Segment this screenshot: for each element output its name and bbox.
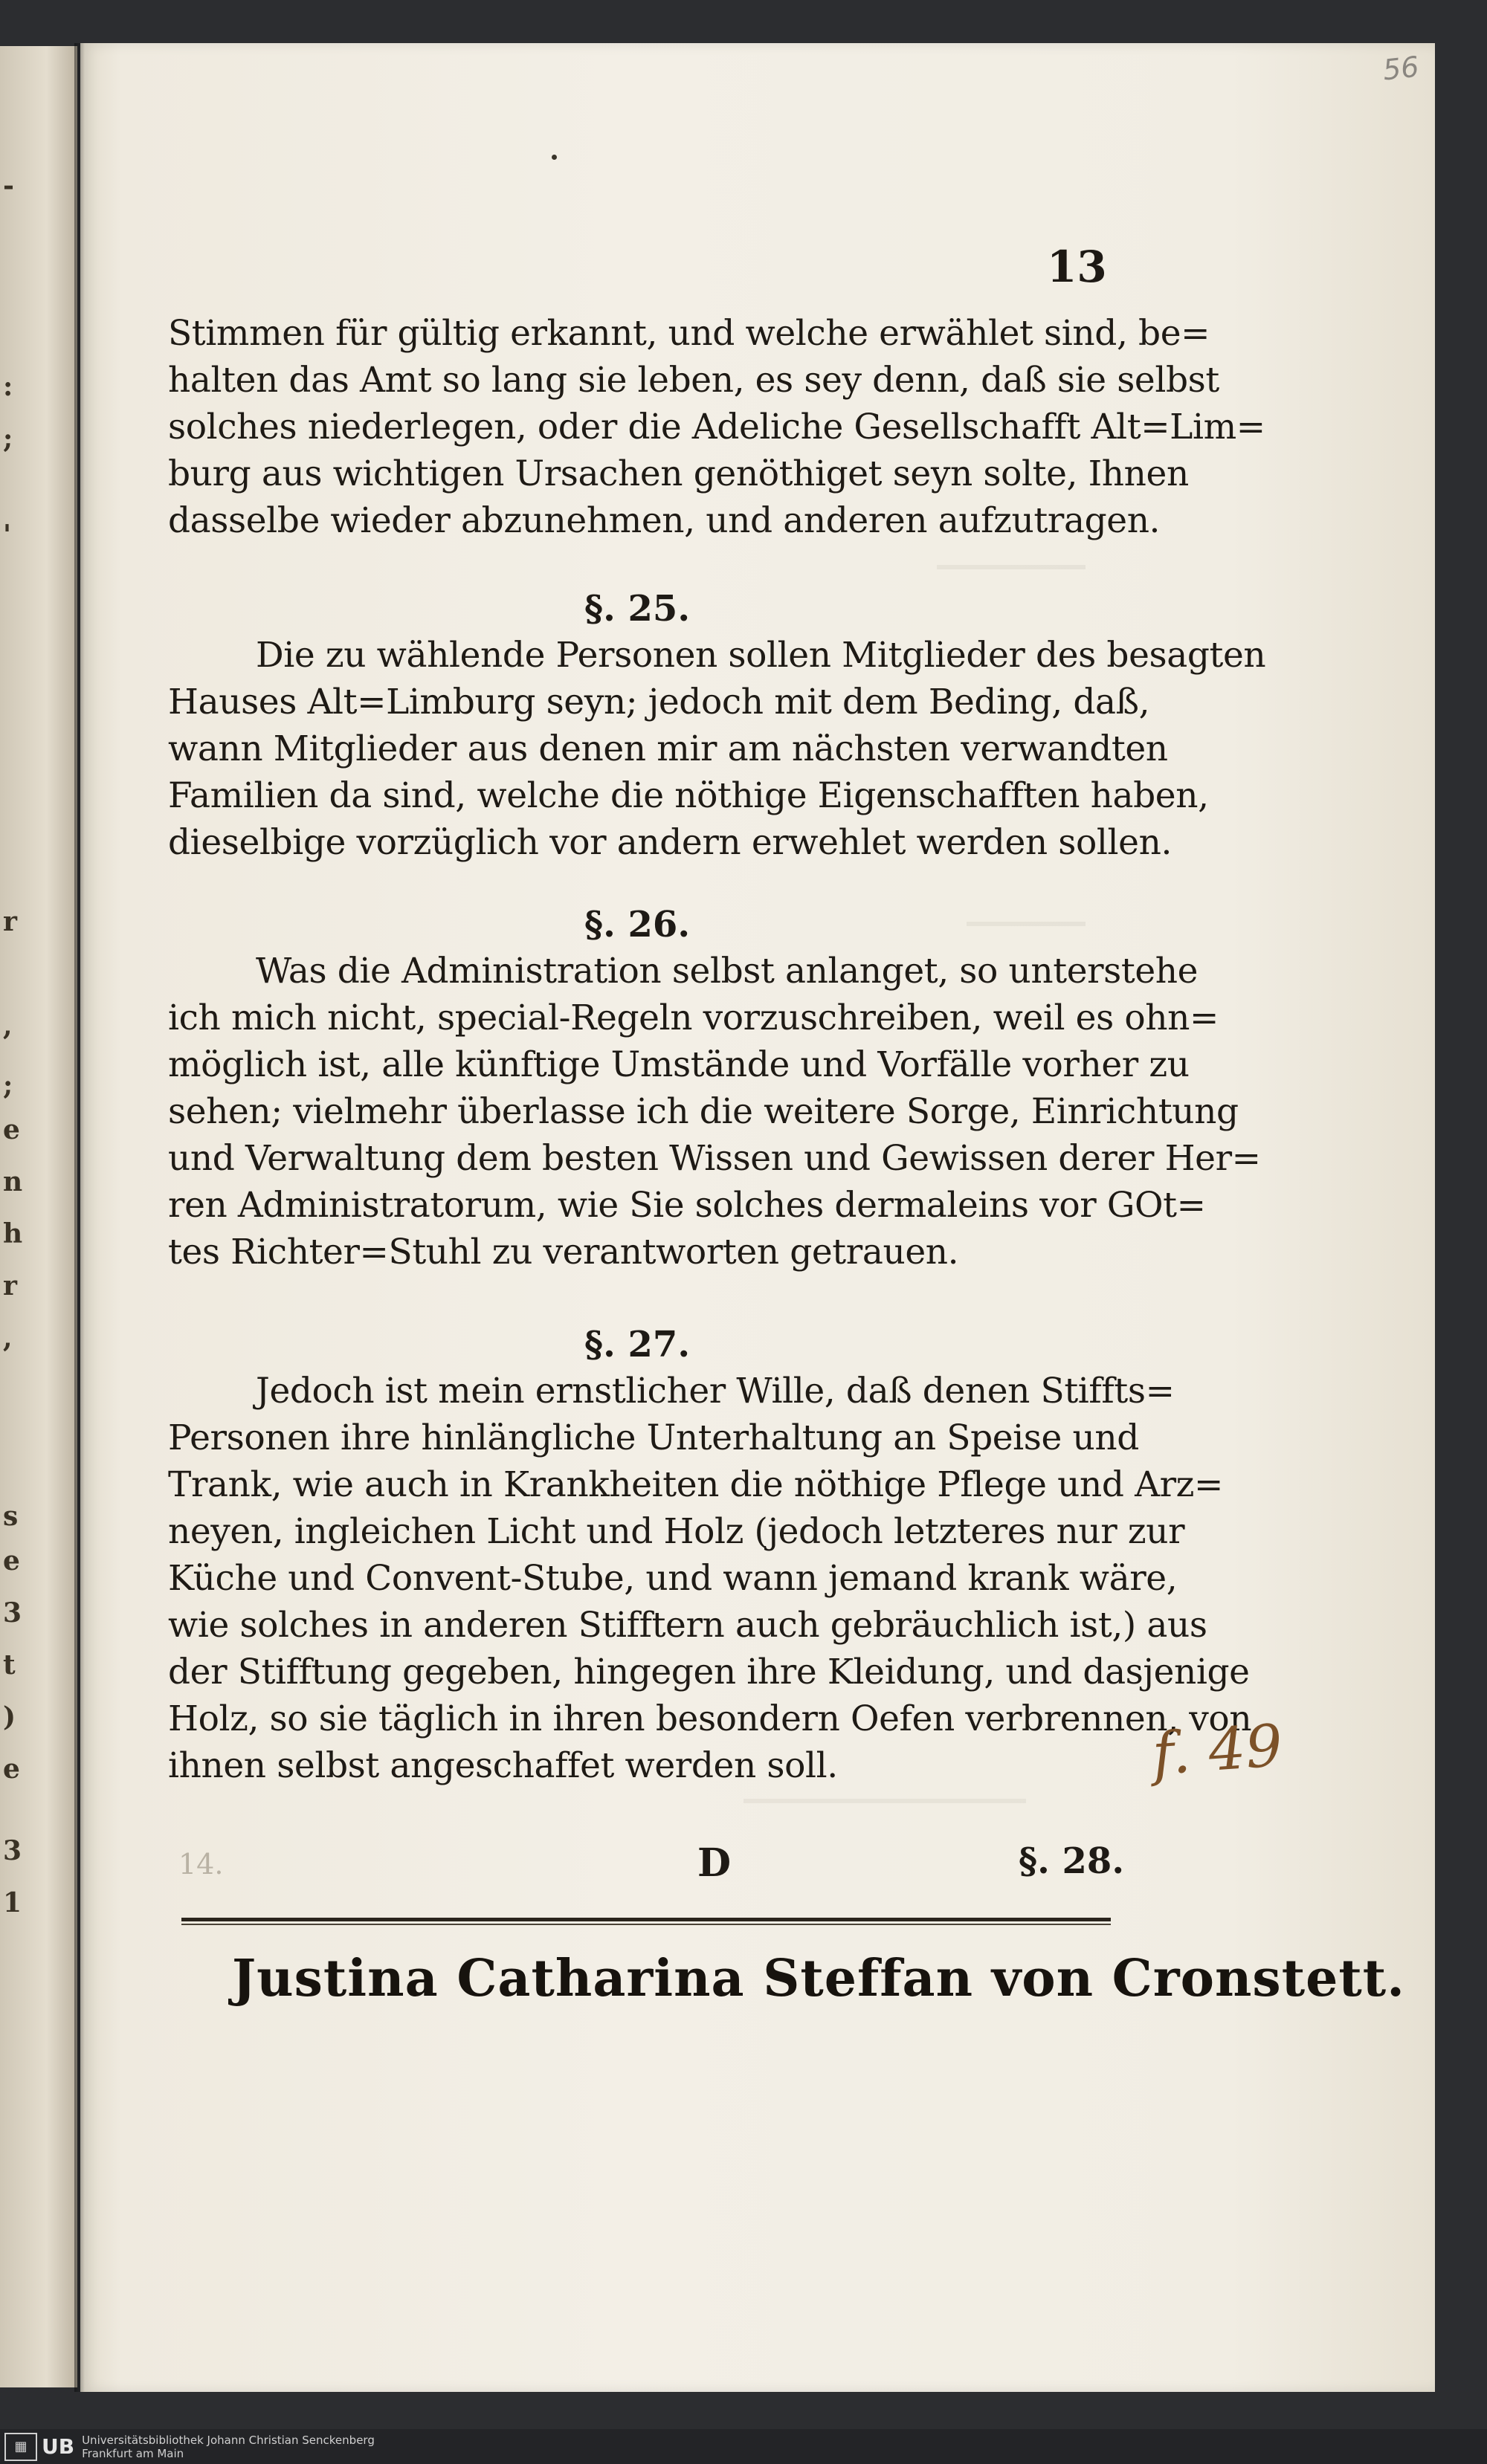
text-line: Personen ihre hinlängliche Unterhaltung an Speise und [168, 1417, 1139, 1458]
pencil-margin-note: f. 49 [1150, 1713, 1285, 1788]
text-line: Stimmen für gültig erkannt, und welche erwählet sind, be= [168, 313, 1210, 354]
library-logo-text: UB [42, 2434, 75, 2459]
text-line: dasselbe wieder abzunehmen, und anderen aufzutragen. [168, 500, 1161, 541]
text-line: der Stifftung gegeben, hingegen ihre Kleidung, und dasjenige [168, 1652, 1250, 1692]
double-rule-divider [181, 1918, 1111, 1925]
section-heading-26: §. 26. [584, 904, 691, 945]
facing-page-fragment: t [3, 1649, 16, 1681]
facing-page-fragment: e [3, 1114, 20, 1145]
facing-page-fragment: r [3, 906, 17, 937]
library-name: Universitätsbibliothek Johann Christian Senckenberg [82, 2433, 375, 2447]
facing-page-fragment: r [3, 1270, 17, 1301]
viewer-footer [0, 2429, 1487, 2464]
text-line: dieselbige vorzüglich vor andern erwehlet werden sollen. [168, 822, 1172, 863]
text-line: Hauses Alt=Limburg seyn; jedoch mit dem Beding, daß, [168, 682, 1150, 722]
facing-page-fragment: 3 [3, 1835, 22, 1866]
text-line: Holz, so sie täglich in ihren besondern Oefen verbrennen, von [168, 1698, 1252, 1739]
page-number: 13 [1047, 242, 1107, 292]
text-line: Trank, wie auch in Krankheiten die nöthige Pflege und Arz= [168, 1464, 1224, 1505]
text-line: Was die Administration selbst anlanget, so unterstehe [256, 951, 1199, 992]
facing-page-fragment: 3 [3, 1597, 22, 1629]
text-line: neyen, ingleichen Licht und Holz (jedoch letzteres nur zur [168, 1511, 1185, 1552]
text-line: burg aus wichtigen Ursachen genöthiget seyn solte, Ihnen [168, 453, 1189, 494]
ink-dot [552, 155, 557, 160]
faint-catch-number: 14. [178, 1848, 224, 1881]
facing-page-fragment: ; [3, 423, 13, 454]
text-line: tes Richter=Stuhl zu verantworten getrauen. [168, 1232, 959, 1273]
bleed-through-mark [937, 565, 1086, 599]
facing-page-fragment: ' [3, 520, 12, 551]
library-logo [4, 2434, 74, 2460]
facing-page-fragment: ) [3, 1701, 16, 1733]
text-line: wann Mitglieder aus denen mir am nächsten verwandten [168, 728, 1168, 769]
facing-page-fragment: e [3, 1545, 20, 1577]
facing-page-fragment: n [3, 1166, 23, 1197]
section-heading-27: §. 27. [584, 1324, 691, 1365]
text-line: ren Administratorum, wie Sie solches dermaleins vor GOt= [168, 1185, 1206, 1226]
text-line: möglich ist, alle künftige Umstände und Vorfälle vorher zu [168, 1044, 1190, 1085]
facing-page-fragment: s [3, 1501, 19, 1532]
facing-page-edge [0, 46, 77, 2387]
text-line: ihnen selbst angeschaffet werden soll. [168, 1745, 838, 1786]
facing-page-fragment: : [3, 371, 13, 402]
pencil-folio-number: 56 [1381, 50, 1421, 87]
text-line: Küche und Convent-Stube, und wann jemand krank wäre, [168, 1558, 1178, 1599]
text-line: halten das Amt so lang sie leben, es sey denn, daß sie selbst [168, 360, 1219, 401]
library-logo-icon: ▦ [4, 2433, 37, 2461]
text-line: sehen; vielmehr überlasse ich die weitere Sorge, Einrichtung [168, 1091, 1239, 1132]
facing-page-fragment: ; [3, 1070, 13, 1101]
facing-page-fragment: 1 [3, 1887, 22, 1918]
text-line: solches niederlegen, oder die Adeliche Gesellschafft Alt=Lim= [168, 407, 1265, 447]
text-line: ich mich nicht, special-Regeln vorzuschreiben, weil es ohn= [168, 997, 1219, 1038]
bleed-through-mark [744, 1799, 1026, 1833]
text-line: Familien da sind, welche die nöthige Eigenschafften haben, [168, 775, 1209, 816]
library-city: Frankfurt am Main [82, 2446, 184, 2460]
text-line: und Verwaltung dem besten Wissen und Gewissen derer Her= [168, 1138, 1261, 1179]
text-line: Jedoch ist mein ernstlicher Wille, daß denen Stiffts= [256, 1371, 1175, 1412]
spine-shadow [74, 43, 85, 2392]
facing-page-fragment: h [3, 1218, 23, 1249]
facing-page-fragment: - [3, 170, 14, 201]
text-line: wie solches in anderen Stifftern auch gebräuchlich ist,) aus [168, 1605, 1207, 1646]
facing-page-fragment: , [3, 1322, 13, 1354]
catchword: §. 28. [1019, 1840, 1125, 1882]
library-credit [82, 2434, 375, 2460]
signature-line: Justina Catharina Steffan von Cronstett. [232, 1949, 1405, 2008]
text-line: Die zu wählende Personen sollen Mitglieder des besagten [256, 635, 1266, 676]
facing-page-fragment: e [3, 1753, 20, 1785]
facing-page-fragment: , [3, 1010, 13, 1041]
signature-mark: D [697, 1840, 732, 1886]
section-heading-25: §. 25. [584, 588, 691, 630]
